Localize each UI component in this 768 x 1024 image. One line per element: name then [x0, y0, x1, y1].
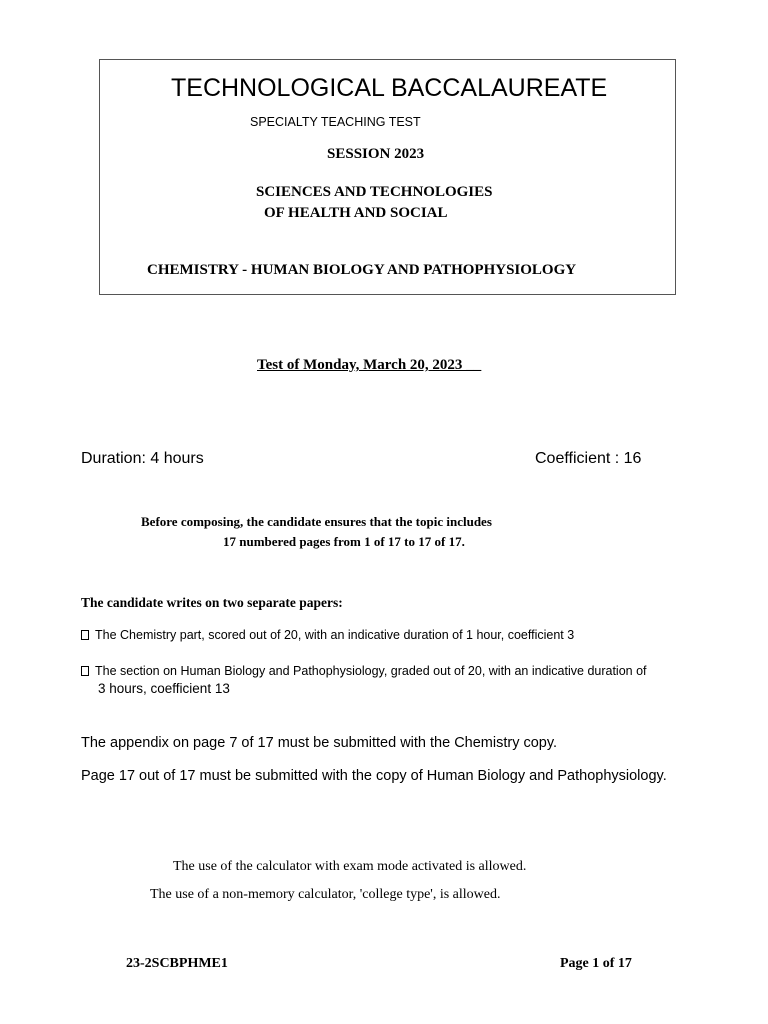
footer-page-number: Page 1 of 17: [560, 956, 632, 971]
sector-line-2: OF HEALTH AND SOCIAL: [264, 205, 448, 221]
papers-title: The candidate writes on two separate papers:: [81, 595, 343, 610]
page17-note: Page 17 out of 17 must be submitted with the copy of Human Biology and Pathophysiology.: [81, 768, 667, 784]
appendix-note: The appendix on page 7 of 17 must be submitted with the Chemistry copy.: [81, 735, 558, 751]
calculator-note-1: The use of the calculator with exam mode activated is allowed.: [173, 859, 527, 874]
bullet-biology-continuation: 3 hours, coefficient 13: [98, 681, 230, 696]
coefficient-label: Coefficient : 16: [535, 450, 642, 467]
exam-title: TECHNOLOGICAL BACCALAUREATE: [171, 74, 608, 102]
session-label: SESSION 2023: [327, 146, 425, 162]
bullet-biology: [81, 664, 647, 678]
checkbox-bullet-icon: [81, 666, 89, 676]
duration-label: Duration: 4 hours: [81, 450, 204, 467]
bullet-chemistry-text: The Chemistry part, scored out of 20, with an indicative duration of 1 hour, coefficient 3: [95, 628, 575, 642]
checkbox-bullet-icon: [81, 630, 89, 640]
bullet-biology-text: The section on Human Biology and Pathophysiology, graded out of 20, with an indicative duration of: [95, 664, 647, 678]
footer-code: 23-2SCBPHME1: [126, 956, 228, 971]
header-box: [99, 59, 676, 295]
sector-line-1: SCIENCES AND TECHNOLOGIES: [256, 184, 493, 200]
calculator-note-2: The use of a non-memory calculator, 'college type', is allowed.: [150, 887, 501, 902]
exam-subtitle: SPECIALTY TEACHING TEST: [250, 115, 421, 129]
subject-title: CHEMISTRY - HUMAN BIOLOGY AND PATHOPHYSIOLOGY: [147, 262, 577, 278]
test-date: Test of Monday, March 20, 2023 __: [257, 357, 482, 373]
instruction-line-1: Before composing, the candidate ensures that the topic includes: [141, 514, 492, 529]
bullet-chemistry: [81, 628, 574, 642]
instruction-line-2: 17 numbered pages from 1 of 17 to 17 of 17.: [223, 534, 465, 549]
